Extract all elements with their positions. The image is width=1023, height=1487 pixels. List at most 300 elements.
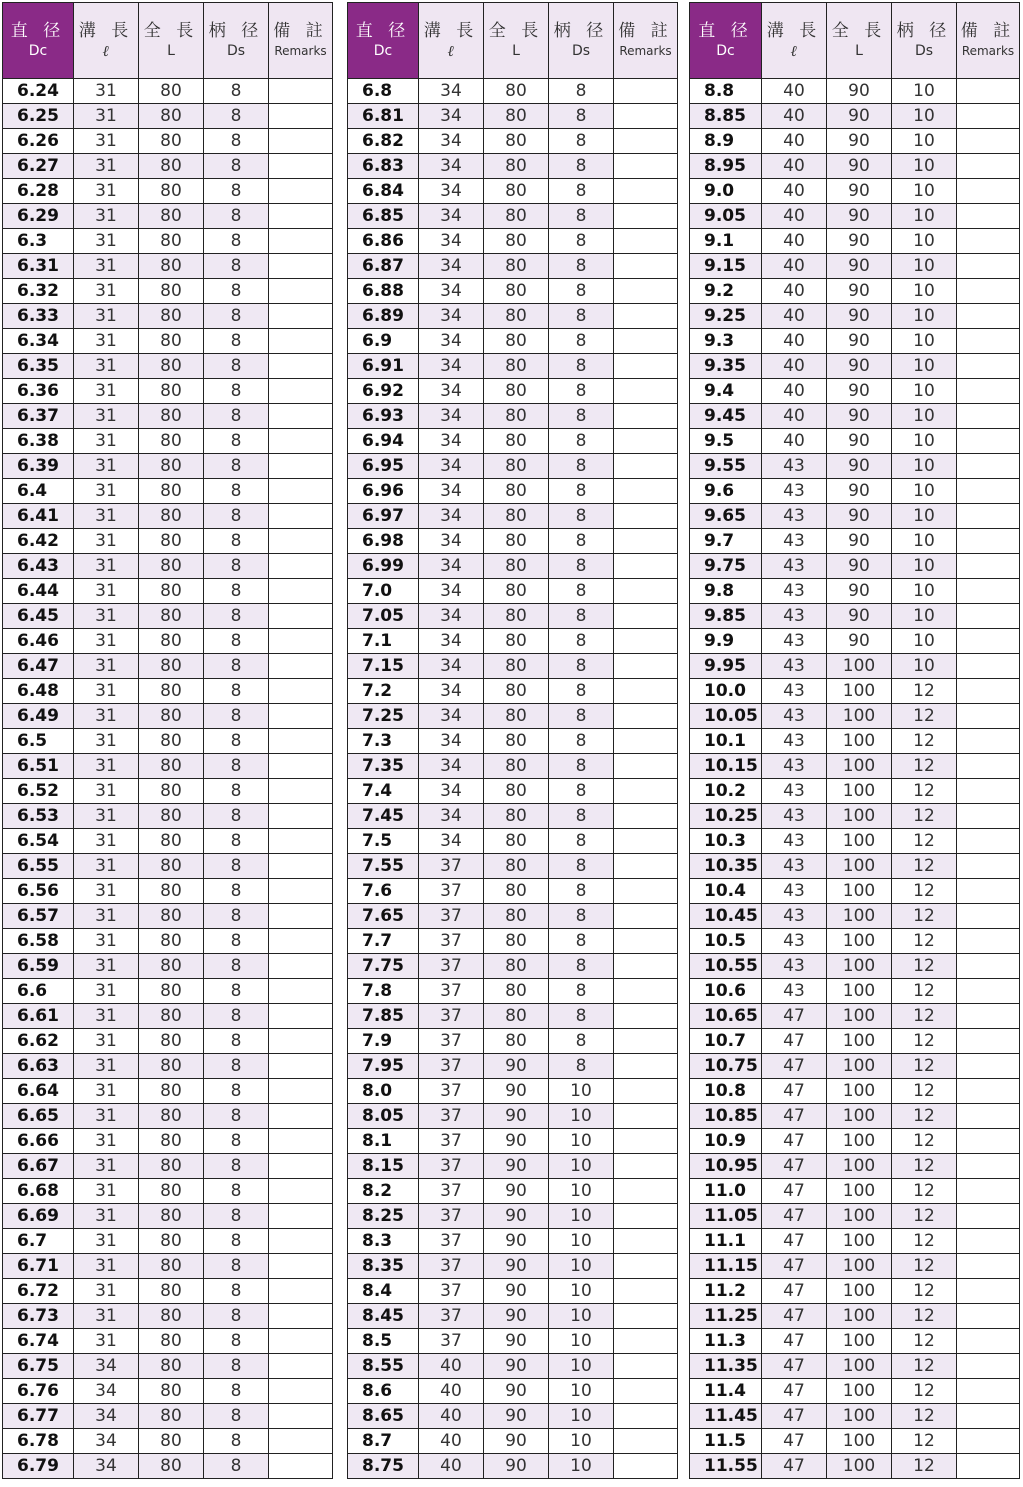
cell-flute-length: 34 xyxy=(419,604,484,629)
cell-overall-length: 80 xyxy=(484,504,549,529)
cell-remarks xyxy=(957,504,1020,529)
cell-flute-length: 43 xyxy=(762,604,827,629)
cell-remarks xyxy=(957,1379,1020,1404)
cell-flute-length: 31 xyxy=(74,1279,139,1304)
cell-remarks xyxy=(614,479,678,504)
table-row xyxy=(348,554,678,579)
cell-shank-diameter: 10 xyxy=(549,1179,614,1204)
table-row xyxy=(348,954,678,979)
cell-diameter: 9.55 xyxy=(690,454,762,479)
cell-remarks xyxy=(957,154,1020,179)
cell-shank-diameter: 8 xyxy=(204,604,269,629)
cell-shank-diameter: 10 xyxy=(892,179,957,204)
cell-shank-diameter: 10 xyxy=(549,1329,614,1354)
table-row xyxy=(3,129,333,154)
cell-flute-length: 31 xyxy=(74,379,139,404)
cell-overall-length: 80 xyxy=(139,404,204,429)
table-row xyxy=(690,179,1020,204)
cell-diameter: 10.45 xyxy=(690,904,762,929)
cell-flute-length: 31 xyxy=(74,354,139,379)
cell-shank-diameter: 8 xyxy=(204,329,269,354)
cell-remarks xyxy=(614,504,678,529)
table-row xyxy=(3,1329,333,1354)
table-row xyxy=(3,504,333,529)
cell-overall-length: 80 xyxy=(139,1154,204,1179)
cell-overall-length: 100 xyxy=(827,1404,892,1429)
cell-shank-diameter: 8 xyxy=(204,679,269,704)
cell-diameter: 7.7 xyxy=(348,929,419,954)
table-row xyxy=(3,1379,333,1404)
table-row xyxy=(690,1054,1020,1079)
cell-overall-length: 80 xyxy=(484,979,549,1004)
cell-remarks xyxy=(957,579,1020,604)
table-row xyxy=(690,404,1020,429)
spec-table-2 xyxy=(347,2,678,1479)
cell-remarks xyxy=(269,1454,333,1479)
cell-remarks xyxy=(269,129,333,154)
cell-overall-length: 80 xyxy=(139,804,204,829)
table-row xyxy=(348,479,678,504)
cell-remarks xyxy=(269,929,333,954)
table-row xyxy=(348,404,678,429)
table-row xyxy=(690,1204,1020,1229)
cell-flute-length: 40 xyxy=(419,1429,484,1454)
cell-shank-diameter: 12 xyxy=(892,1304,957,1329)
table-row xyxy=(3,1354,333,1379)
cell-overall-length: 80 xyxy=(484,329,549,354)
cell-remarks xyxy=(614,1329,678,1354)
cell-flute-length: 37 xyxy=(419,1004,484,1029)
cell-remarks xyxy=(614,829,678,854)
cell-shank-diameter: 8 xyxy=(549,679,614,704)
cell-diameter: 6.65 xyxy=(3,1104,74,1129)
cell-shank-diameter: 8 xyxy=(204,1054,269,1079)
cell-overall-length: 80 xyxy=(484,629,549,654)
cell-shank-diameter: 10 xyxy=(892,604,957,629)
table-row xyxy=(690,829,1020,854)
cell-diameter: 10.55 xyxy=(690,954,762,979)
table-row xyxy=(690,429,1020,454)
cell-shank-diameter: 12 xyxy=(892,854,957,879)
table-row xyxy=(690,229,1020,254)
cell-shank-diameter: 8 xyxy=(549,104,614,129)
cell-flute-length: 43 xyxy=(762,829,827,854)
cell-remarks xyxy=(269,979,333,1004)
cell-diameter: 10.65 xyxy=(690,1004,762,1029)
cell-diameter: 6.88 xyxy=(348,279,419,304)
spec-table-1 xyxy=(2,2,333,1479)
cell-diameter: 6.78 xyxy=(3,1429,74,1454)
cell-remarks xyxy=(614,304,678,329)
cell-remarks xyxy=(957,1404,1020,1429)
cell-diameter: 8.65 xyxy=(348,1404,419,1429)
cell-flute-length: 34 xyxy=(419,79,484,104)
table-row xyxy=(3,79,333,104)
cell-overall-length: 90 xyxy=(484,1404,549,1429)
table-row xyxy=(3,1204,333,1229)
cell-flute-length: 34 xyxy=(419,804,484,829)
cell-overall-length: 80 xyxy=(139,1354,204,1379)
table-row xyxy=(348,904,678,929)
cell-remarks xyxy=(269,1179,333,1204)
cell-flute-length: 31 xyxy=(74,704,139,729)
cell-flute-length: 31 xyxy=(74,104,139,129)
cell-flute-length: 40 xyxy=(762,379,827,404)
cell-shank-diameter: 12 xyxy=(892,1104,957,1129)
cell-diameter: 6.56 xyxy=(3,879,74,904)
cell-diameter: 7.35 xyxy=(348,754,419,779)
header-row xyxy=(690,3,1020,79)
cell-diameter: 6.82 xyxy=(348,129,419,154)
cell-diameter: 6.58 xyxy=(3,929,74,954)
table-row xyxy=(3,479,333,504)
cell-overall-length: 80 xyxy=(484,904,549,929)
cell-shank-diameter: 12 xyxy=(892,1454,957,1479)
cell-diameter: 11.15 xyxy=(690,1254,762,1279)
cell-shank-diameter: 10 xyxy=(549,1104,614,1129)
cell-shank-diameter: 10 xyxy=(549,1429,614,1454)
cell-overall-length: 90 xyxy=(484,1254,549,1279)
cell-shank-diameter: 8 xyxy=(549,154,614,179)
cell-flute-length: 31 xyxy=(74,1179,139,1204)
cell-shank-diameter: 10 xyxy=(892,454,957,479)
cell-flute-length: 43 xyxy=(762,529,827,554)
cell-flute-length: 47 xyxy=(762,1329,827,1354)
cell-remarks xyxy=(614,454,678,479)
cell-remarks xyxy=(957,1079,1020,1104)
cell-diameter: 8.05 xyxy=(348,1104,419,1129)
table-row xyxy=(348,154,678,179)
cell-flute-length: 40 xyxy=(762,79,827,104)
cell-diameter: 7.15 xyxy=(348,654,419,679)
cell-flute-length: 34 xyxy=(419,104,484,129)
cell-flute-length: 37 xyxy=(419,1104,484,1129)
cell-overall-length: 80 xyxy=(484,229,549,254)
cell-shank-diameter: 8 xyxy=(549,129,614,154)
cell-shank-diameter: 10 xyxy=(549,1079,614,1104)
cell-remarks xyxy=(614,1154,678,1179)
cell-flute-length: 34 xyxy=(419,454,484,479)
cell-remarks xyxy=(614,1129,678,1154)
cell-overall-length: 80 xyxy=(139,279,204,304)
cell-overall-length: 80 xyxy=(484,479,549,504)
cell-remarks xyxy=(269,704,333,729)
cell-diameter: 10.4 xyxy=(690,879,762,904)
table-row xyxy=(3,354,333,379)
table-row xyxy=(690,1379,1020,1404)
cell-remarks xyxy=(957,379,1020,404)
cell-flute-length: 47 xyxy=(762,1254,827,1279)
cell-diameter: 6.97 xyxy=(348,504,419,529)
table-row xyxy=(690,1154,1020,1179)
cell-flute-length: 31 xyxy=(74,529,139,554)
cell-remarks xyxy=(957,329,1020,354)
cell-diameter: 6.25 xyxy=(3,104,74,129)
cell-remarks xyxy=(957,1029,1020,1054)
cell-diameter: 7.3 xyxy=(348,729,419,754)
cell-remarks xyxy=(957,979,1020,1004)
cell-shank-diameter: 12 xyxy=(892,1404,957,1429)
cell-overall-length: 90 xyxy=(827,604,892,629)
cell-overall-length: 80 xyxy=(139,1204,204,1229)
cell-shank-diameter: 8 xyxy=(549,79,614,104)
cell-flute-length: 47 xyxy=(762,1029,827,1054)
cell-remarks xyxy=(614,529,678,554)
cell-overall-length: 90 xyxy=(484,1179,549,1204)
cell-shank-diameter: 12 xyxy=(892,1004,957,1029)
table-row xyxy=(348,654,678,679)
table-row xyxy=(3,779,333,804)
cell-remarks xyxy=(269,654,333,679)
cell-remarks xyxy=(614,779,678,804)
cell-diameter: 6.93 xyxy=(348,404,419,429)
cell-remarks xyxy=(614,1429,678,1454)
cell-diameter: 7.5 xyxy=(348,829,419,854)
cell-diameter: 11.05 xyxy=(690,1204,762,1229)
cell-overall-length: 80 xyxy=(139,479,204,504)
cell-diameter: 6.59 xyxy=(3,954,74,979)
table-row xyxy=(690,204,1020,229)
cell-overall-length: 80 xyxy=(484,729,549,754)
cell-overall-length: 100 xyxy=(827,1329,892,1354)
cell-overall-length: 80 xyxy=(484,529,549,554)
cell-shank-diameter: 8 xyxy=(204,304,269,329)
cell-diameter: 6.77 xyxy=(3,1404,74,1429)
cell-flute-length: 31 xyxy=(74,979,139,1004)
cell-shank-diameter: 10 xyxy=(892,154,957,179)
cell-overall-length: 90 xyxy=(827,129,892,154)
cell-diameter: 6.47 xyxy=(3,654,74,679)
cell-overall-length: 80 xyxy=(484,1004,549,1029)
cell-shank-diameter: 10 xyxy=(892,654,957,679)
cell-shank-diameter: 8 xyxy=(549,579,614,604)
cell-flute-length: 31 xyxy=(74,629,139,654)
cell-shank-diameter: 8 xyxy=(549,904,614,929)
table-row xyxy=(3,1029,333,1054)
cell-shank-diameter: 8 xyxy=(549,729,614,754)
cell-shank-diameter: 10 xyxy=(892,129,957,154)
table-row xyxy=(690,654,1020,679)
cell-diameter: 9.75 xyxy=(690,554,762,579)
cell-flute-length: 31 xyxy=(74,1304,139,1329)
cell-diameter: 8.55 xyxy=(348,1354,419,1379)
table-row xyxy=(3,979,333,1004)
table-row xyxy=(3,1154,333,1179)
cell-flute-length: 37 xyxy=(419,1154,484,1179)
cell-shank-diameter: 10 xyxy=(892,429,957,454)
cell-remarks xyxy=(269,1129,333,1154)
cell-diameter: 6.98 xyxy=(348,529,419,554)
cell-flute-length: 37 xyxy=(419,1054,484,1079)
cell-flute-length: 31 xyxy=(74,454,139,479)
cell-diameter: 7.45 xyxy=(348,804,419,829)
cell-remarks xyxy=(614,929,678,954)
cell-overall-length: 90 xyxy=(827,154,892,179)
cell-remarks xyxy=(614,204,678,229)
table-row xyxy=(348,279,678,304)
cell-diameter: 6.28 xyxy=(3,179,74,204)
cell-diameter: 6.64 xyxy=(3,1079,74,1104)
table-row xyxy=(3,254,333,279)
table-row xyxy=(3,1229,333,1254)
cell-diameter: 6.9 xyxy=(348,329,419,354)
cell-shank-diameter: 8 xyxy=(204,254,269,279)
cell-diameter: 7.85 xyxy=(348,1004,419,1029)
table-row xyxy=(690,754,1020,779)
cell-flute-length: 40 xyxy=(762,129,827,154)
table-row xyxy=(3,429,333,454)
cell-flute-length: 47 xyxy=(762,1004,827,1029)
cell-shank-diameter: 8 xyxy=(549,754,614,779)
cell-flute-length: 31 xyxy=(74,1054,139,1079)
cell-overall-length: 80 xyxy=(139,79,204,104)
cell-flute-length: 47 xyxy=(762,1429,827,1454)
cell-diameter: 10.8 xyxy=(690,1079,762,1104)
cell-overall-length: 90 xyxy=(827,579,892,604)
table-row xyxy=(348,1129,678,1154)
cell-shank-diameter: 8 xyxy=(549,404,614,429)
cell-remarks xyxy=(269,1029,333,1054)
cell-remarks xyxy=(614,979,678,1004)
table-row xyxy=(3,554,333,579)
cell-shank-diameter: 10 xyxy=(892,379,957,404)
cell-diameter: 7.65 xyxy=(348,904,419,929)
cell-overall-length: 80 xyxy=(139,1404,204,1429)
cell-diameter: 6.57 xyxy=(3,904,74,929)
cell-diameter: 9.2 xyxy=(690,279,762,304)
cell-remarks xyxy=(614,1379,678,1404)
cell-overall-length: 80 xyxy=(139,854,204,879)
cell-flute-length: 31 xyxy=(74,804,139,829)
cell-diameter: 6.68 xyxy=(3,1179,74,1204)
cell-overall-length: 80 xyxy=(139,454,204,479)
cell-remarks xyxy=(269,904,333,929)
cell-overall-length: 80 xyxy=(139,429,204,454)
cell-overall-length: 90 xyxy=(827,404,892,429)
cell-flute-length: 31 xyxy=(74,479,139,504)
cell-remarks xyxy=(614,279,678,304)
cell-remarks xyxy=(269,554,333,579)
cell-remarks xyxy=(269,1154,333,1179)
cell-flute-length: 43 xyxy=(762,679,827,704)
cell-flute-length: 31 xyxy=(74,1329,139,1354)
cell-flute-length: 43 xyxy=(762,779,827,804)
cell-remarks xyxy=(614,704,678,729)
cell-diameter: 6.38 xyxy=(3,429,74,454)
cell-flute-length: 31 xyxy=(74,404,139,429)
cell-remarks xyxy=(269,804,333,829)
cell-flute-length: 37 xyxy=(419,1254,484,1279)
cell-shank-diameter: 8 xyxy=(549,704,614,729)
cell-overall-length: 80 xyxy=(139,704,204,729)
table-row xyxy=(348,1304,678,1329)
cell-overall-length: 100 xyxy=(827,1179,892,1204)
table-row xyxy=(690,379,1020,404)
cell-diameter: 6.53 xyxy=(3,804,74,829)
table-row xyxy=(690,104,1020,129)
cell-overall-length: 80 xyxy=(139,204,204,229)
header-diameter: 直 径 Dc xyxy=(3,3,74,79)
cell-diameter: 6.29 xyxy=(3,204,74,229)
cell-diameter: 6.73 xyxy=(3,1304,74,1329)
cell-diameter: 8.9 xyxy=(690,129,762,154)
cell-overall-length: 80 xyxy=(139,254,204,279)
cell-diameter: 6.24 xyxy=(3,79,74,104)
cell-diameter: 10.0 xyxy=(690,679,762,704)
cell-flute-length: 37 xyxy=(419,1079,484,1104)
cell-overall-length: 100 xyxy=(827,879,892,904)
cell-diameter: 10.25 xyxy=(690,804,762,829)
cell-shank-diameter: 8 xyxy=(204,704,269,729)
cell-remarks xyxy=(957,554,1020,579)
table-row xyxy=(690,629,1020,654)
cell-remarks xyxy=(269,1054,333,1079)
cell-flute-length: 37 xyxy=(419,929,484,954)
cell-flute-length: 34 xyxy=(419,829,484,854)
cell-diameter: 10.15 xyxy=(690,754,762,779)
cell-diameter: 11.4 xyxy=(690,1379,762,1404)
cell-shank-diameter: 8 xyxy=(549,604,614,629)
cell-flute-length: 34 xyxy=(419,354,484,379)
cell-diameter: 11.35 xyxy=(690,1354,762,1379)
cell-remarks xyxy=(269,1204,333,1229)
table-row xyxy=(348,779,678,804)
table-row xyxy=(348,304,678,329)
cell-overall-length: 90 xyxy=(827,629,892,654)
table-row xyxy=(348,429,678,454)
cell-diameter: 10.5 xyxy=(690,929,762,954)
cell-shank-diameter: 12 xyxy=(892,1179,957,1204)
cell-overall-length: 90 xyxy=(827,429,892,454)
cell-shank-diameter: 8 xyxy=(549,454,614,479)
cell-shank-diameter: 8 xyxy=(549,979,614,1004)
cell-diameter: 6.75 xyxy=(3,1354,74,1379)
table-row xyxy=(690,1129,1020,1154)
cell-flute-length: 47 xyxy=(762,1129,827,1154)
cell-shank-diameter: 8 xyxy=(204,279,269,304)
cell-flute-length: 47 xyxy=(762,1229,827,1254)
cell-overall-length: 80 xyxy=(139,129,204,154)
cell-overall-length: 90 xyxy=(484,1154,549,1179)
cell-diameter: 6.69 xyxy=(3,1204,74,1229)
cell-shank-diameter: 8 xyxy=(204,529,269,554)
cell-flute-length: 40 xyxy=(762,304,827,329)
cell-diameter: 8.85 xyxy=(690,104,762,129)
table-row xyxy=(3,204,333,229)
table-row xyxy=(348,604,678,629)
cell-shank-diameter: 8 xyxy=(549,854,614,879)
cell-remarks xyxy=(614,554,678,579)
cell-overall-length: 80 xyxy=(139,679,204,704)
table-row xyxy=(690,854,1020,879)
cell-overall-length: 80 xyxy=(484,179,549,204)
table-row xyxy=(690,554,1020,579)
cell-flute-length: 40 xyxy=(762,404,827,429)
cell-diameter: 10.2 xyxy=(690,779,762,804)
cell-remarks xyxy=(957,829,1020,854)
cell-remarks xyxy=(614,1254,678,1279)
cell-overall-length: 80 xyxy=(484,79,549,104)
cell-flute-length: 31 xyxy=(74,229,139,254)
table-row xyxy=(348,629,678,654)
header-diameter: 直 径 Dc xyxy=(690,3,762,79)
cell-shank-diameter: 12 xyxy=(892,1154,957,1179)
cell-overall-length: 80 xyxy=(139,1129,204,1154)
cell-shank-diameter: 8 xyxy=(204,629,269,654)
cell-flute-length: 34 xyxy=(74,1454,139,1479)
cell-diameter: 6.44 xyxy=(3,579,74,604)
cell-shank-diameter: 12 xyxy=(892,1329,957,1354)
